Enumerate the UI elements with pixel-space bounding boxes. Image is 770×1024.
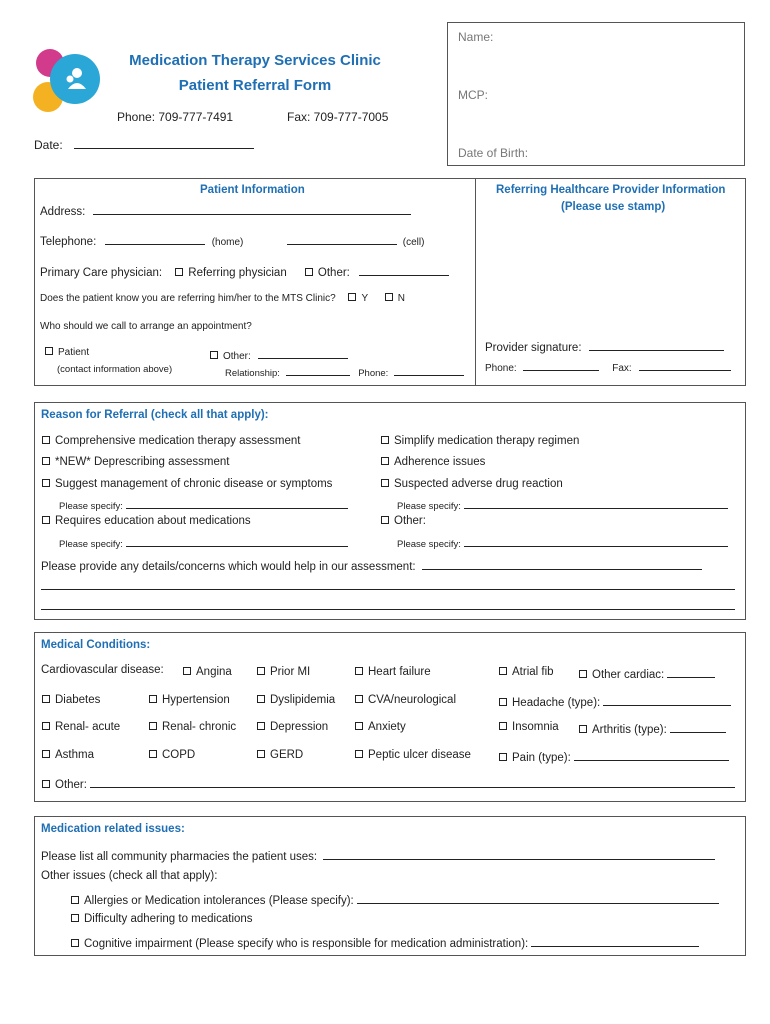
issue-label: Allergies or Medication intolerances (Please specify): (84, 895, 354, 907)
cond-headache[interactable] (499, 694, 731, 709)
call-patient-label: Patient (58, 347, 90, 358)
referring-physician-checkbox[interactable] (175, 268, 183, 276)
pcp-other-checkbox[interactable] (305, 268, 313, 276)
checkbox[interactable] (499, 698, 507, 706)
section-divider (475, 179, 476, 385)
reason-right-2[interactable] (381, 456, 485, 468)
knows-yes-checkbox[interactable] (348, 293, 356, 301)
cond-label: GERD (270, 749, 304, 761)
cond-hypertension[interactable] (149, 694, 230, 706)
cond-label: Depression (270, 721, 329, 733)
checkbox[interactable] (257, 695, 265, 703)
cond-renal-chronic[interactable] (149, 721, 236, 733)
details-line-3[interactable] (41, 609, 735, 610)
cond-heart-failure[interactable] (355, 666, 431, 678)
specify-label: Please specify: (59, 539, 123, 550)
call-other-option[interactable] (210, 347, 348, 362)
pcp-other-label: Other: (317, 267, 350, 279)
call-question: Who should we call to arrange an appointment? (40, 321, 252, 332)
reason-label: Simplify medication therapy regimen (394, 435, 580, 447)
relationship-label: Relationship: (225, 368, 280, 379)
reason-right-1[interactable] (381, 435, 579, 447)
cond-label: Arthritis (type): (592, 724, 667, 736)
reason-left-4-specify[interactable] (59, 535, 348, 550)
relationship-phone-label: Phone: (358, 368, 389, 379)
cell-label: (cell) (402, 237, 425, 248)
reason-right-4-specify[interactable] (397, 535, 728, 550)
checkbox[interactable] (499, 722, 507, 730)
issue-cognitive[interactable] (71, 935, 699, 950)
checkbox[interactable] (257, 750, 265, 758)
no-label: N (397, 293, 405, 304)
clinic-phone: Phone: 709-777-7491 (117, 110, 234, 124)
checkbox[interactable] (355, 695, 363, 703)
details-label: Please provide any details/concerns which would help in our assessment: (41, 561, 416, 573)
checkbox[interactable] (381, 516, 389, 524)
checkbox[interactable] (381, 436, 389, 444)
telephone-label: Telephone: (40, 236, 97, 248)
cond-peptic-ulcer[interactable] (355, 749, 471, 761)
cond-copd[interactable] (149, 749, 195, 761)
call-other-checkbox[interactable] (210, 351, 218, 359)
checkbox[interactable] (183, 667, 191, 675)
dob-field[interactable]: Date of Birth: (458, 146, 529, 160)
reason-left-2[interactable] (42, 456, 229, 468)
checkbox[interactable] (149, 722, 157, 730)
reason-left-3[interactable] (42, 478, 332, 490)
cond-other-cardiac[interactable] (579, 666, 715, 681)
cond-diabetes[interactable] (42, 694, 100, 706)
reason-label: Comprehensive medication therapy assessment (55, 435, 301, 447)
reason-label: Suspected adverse drug reaction (394, 478, 563, 490)
cond-label: Dyslipidemia (270, 694, 336, 706)
checkbox[interactable] (257, 722, 265, 730)
checkbox[interactable] (71, 914, 79, 922)
provider-signature-label: Provider signature: (485, 342, 582, 354)
cond-prior-mi[interactable] (257, 666, 310, 678)
cond-anxiety[interactable] (355, 721, 406, 733)
pharmacies-label: Please list all community pharmacies the patient uses: (41, 851, 318, 863)
checkbox[interactable] (149, 695, 157, 703)
reason-label: *NEW* Deprescribing assessment (55, 456, 230, 468)
cond-cva[interactable] (355, 694, 456, 706)
checkbox[interactable] (42, 780, 50, 788)
provider-signature-field[interactable] (485, 339, 724, 354)
medication-issues-section (34, 816, 746, 956)
cond-label: Other: (55, 779, 87, 791)
call-patient-checkbox[interactable] (45, 347, 53, 355)
cond-arthritis[interactable] (579, 721, 726, 736)
cond-angina[interactable] (183, 666, 232, 678)
logo-icon (30, 45, 102, 117)
call-patient-option[interactable] (45, 347, 89, 358)
checkbox[interactable] (149, 750, 157, 758)
knows-referral-question: Does the patient know you are referring him/her to the MTS Clinic? (40, 293, 336, 304)
yes-label: Y (361, 293, 368, 304)
reason-left-3-specify[interactable] (59, 497, 348, 512)
cond-dyslipidemia[interactable] (257, 694, 335, 706)
reason-right-3[interactable] (381, 478, 563, 490)
call-other-label: Other: (223, 351, 251, 362)
checkbox[interactable] (355, 722, 363, 730)
cond-label: Angina (196, 666, 232, 678)
knows-no-checkbox[interactable] (385, 293, 393, 301)
provider-subheading: (Please use stamp) (561, 201, 666, 213)
cond-label: Diabetes (55, 694, 101, 706)
checkbox[interactable] (71, 896, 79, 904)
cond-label: CVA/neurological (368, 694, 457, 706)
referring-physician-label: Referring physician (188, 267, 287, 279)
issue-label: Difficulty adhering to medications (84, 913, 253, 925)
provider-contact-row[interactable] (485, 359, 731, 374)
mcp-field[interactable]: MCP: (458, 88, 488, 102)
reason-left-4[interactable] (42, 515, 251, 527)
checkbox[interactable] (355, 667, 363, 675)
issue-allergies[interactable] (71, 892, 719, 907)
cond-gerd[interactable] (257, 749, 303, 761)
pcp-row (40, 264, 449, 279)
checkbox[interactable] (381, 479, 389, 487)
address-label: Address: (40, 206, 86, 218)
cond-label: COPD (162, 749, 196, 761)
cond-label: Pain (type): (512, 752, 571, 764)
patient-info-heading: Patient Information (200, 184, 305, 196)
medissues-heading: Medication related issues: (41, 823, 185, 835)
checkbox[interactable] (42, 457, 50, 465)
reason-label: Other: (394, 515, 426, 527)
checkbox[interactable] (42, 516, 50, 524)
checkbox[interactable] (579, 670, 587, 678)
checkbox[interactable] (42, 722, 50, 730)
cond-asthma[interactable] (42, 749, 94, 761)
cond-label: Heart failure (368, 666, 431, 678)
date-field[interactable] (34, 137, 254, 152)
reason-label: Suggest management of chronic disease or symptoms (55, 478, 333, 490)
call-patient-note: (contact information above) (57, 364, 173, 375)
form-title: Patient Referral Form (178, 77, 332, 94)
checkbox[interactable] (42, 479, 50, 487)
cond-label: Asthma (55, 749, 94, 761)
home-label: (home) (211, 237, 244, 248)
checkbox[interactable] (499, 753, 507, 761)
medical-conditions-section (34, 632, 746, 802)
pcp-label: Primary Care physician: (40, 267, 163, 279)
clinic-fax: Fax: 709-777-7005 (287, 110, 389, 124)
checkbox[interactable] (499, 667, 507, 675)
patient-id-box (447, 22, 745, 166)
checkbox[interactable] (355, 750, 363, 758)
reason-left-1[interactable] (42, 435, 300, 447)
reason-label: Requires education about medications (55, 515, 251, 527)
name-field[interactable]: Name: (458, 30, 494, 44)
details-field[interactable] (41, 558, 702, 573)
specify-label: Please specify: (59, 501, 123, 512)
checkbox[interactable] (42, 750, 50, 758)
clinic-name: Medication Therapy Services Clinic (129, 52, 381, 69)
cond-label: Other cardiac: (592, 669, 665, 681)
patient-info-section (34, 178, 746, 386)
checkbox[interactable] (257, 667, 265, 675)
specify-label: Please specify: (397, 501, 461, 512)
cond-insomnia[interactable] (499, 721, 559, 733)
telephone-field[interactable] (40, 233, 424, 248)
reason-section (34, 402, 746, 620)
cardio-label: Cardiovascular disease: (41, 664, 164, 676)
reason-label: Adherence issues (394, 456, 486, 468)
details-line-2[interactable] (41, 589, 735, 590)
pharmacies-field[interactable] (41, 848, 715, 863)
cond-renal-acute[interactable] (42, 721, 120, 733)
provider-phone-label: Phone: (485, 363, 517, 374)
checkbox[interactable] (71, 939, 79, 947)
reason-right-3-specify[interactable] (397, 497, 728, 512)
cond-label: Peptic ulcer disease (368, 749, 471, 761)
cond-other[interactable] (42, 776, 735, 791)
cond-depression[interactable] (257, 721, 328, 733)
checkbox[interactable] (381, 457, 389, 465)
clinic-logo (30, 45, 102, 117)
provider-fax-label: Fax: (612, 363, 632, 374)
checkbox[interactable] (42, 436, 50, 444)
cond-pain[interactable] (499, 749, 729, 764)
cond-label: Prior MI (270, 666, 311, 678)
cond-label: Insomnia (512, 721, 559, 733)
cond-label: Anxiety (368, 721, 406, 733)
knows-referral-row (40, 293, 405, 304)
cond-label: Renal- acute (55, 721, 121, 733)
reason-right-4[interactable] (381, 515, 426, 527)
cond-label: Headache (type): (512, 697, 601, 709)
cond-label: Renal- chronic (162, 721, 237, 733)
other-issues-label: Other issues (check all that apply): (41, 870, 218, 882)
relationship-field[interactable] (225, 364, 464, 379)
checkbox[interactable] (42, 695, 50, 703)
cond-label: Atrial fib (512, 666, 554, 678)
cond-atrial-fib[interactable] (499, 666, 554, 678)
specify-label: Please specify: (397, 539, 461, 550)
cond-label: Hypertension (162, 694, 230, 706)
reason-heading: Reason for Referral (check all that apply): (41, 409, 269, 421)
checkbox[interactable] (579, 725, 587, 733)
provider-heading: Referring Healthcare Provider Information (496, 184, 726, 196)
conditions-heading: Medical Conditions: (41, 639, 151, 651)
date-label: Date: (34, 138, 63, 152)
issue-label: Cognitive impairment (Please specify who is responsible for medication administration): (84, 938, 529, 950)
issue-adherence[interactable] (71, 913, 253, 925)
address-field[interactable] (40, 203, 411, 218)
